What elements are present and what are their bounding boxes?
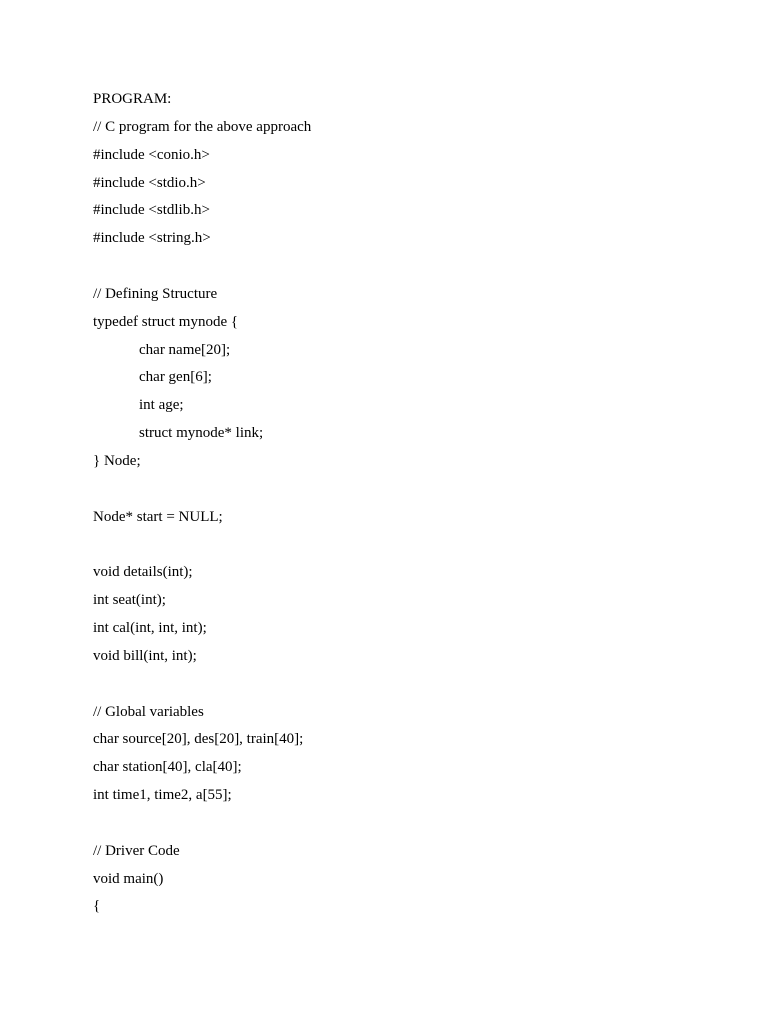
code-line: void bill(int, int);: [93, 647, 197, 664]
code-line: // C program for the above approach: [93, 118, 312, 135]
blank-line: [93, 532, 713, 560]
code-line: int cal(int, int, int);: [93, 620, 207, 637]
blank-line: [93, 810, 713, 838]
code-line: // Driver Code: [93, 842, 180, 859]
code-line: #include <string.h>: [93, 230, 211, 247]
blank-line: [93, 671, 713, 699]
code-line: char station[40], cla[40];: [93, 759, 242, 776]
code-line: #include <conio.h>: [93, 146, 210, 163]
program-listing: [93, 86, 713, 921]
code-line: typedef struct mynode {: [93, 313, 239, 330]
code-line: void details(int);: [93, 564, 193, 581]
code-line: } Node;: [93, 452, 141, 469]
code-line: #include <stdio.h>: [93, 174, 206, 191]
code-line: char name[20];: [139, 341, 231, 358]
code-line: struct mynode* link;: [139, 425, 264, 442]
code-line: // Defining Structure: [93, 285, 218, 302]
code-line: #include <stdlib.h>: [93, 202, 210, 219]
code-line: char source[20], des[20], train[40];: [93, 731, 304, 748]
blank-line: [93, 253, 713, 281]
code-line: // Global variables: [93, 703, 204, 720]
code-line: int age;: [139, 397, 184, 414]
code-line: Node* start = NULL;: [93, 508, 223, 525]
code-line: PROGRAM:: [93, 91, 172, 107]
code-line: char gen[6];: [139, 369, 212, 386]
code-line: int time1, time2, a[55];: [93, 787, 232, 804]
code-line: int seat(int);: [93, 592, 166, 609]
blank-line: [93, 476, 713, 504]
code-line: void main(): [93, 870, 164, 887]
code-line: {: [93, 898, 101, 915]
